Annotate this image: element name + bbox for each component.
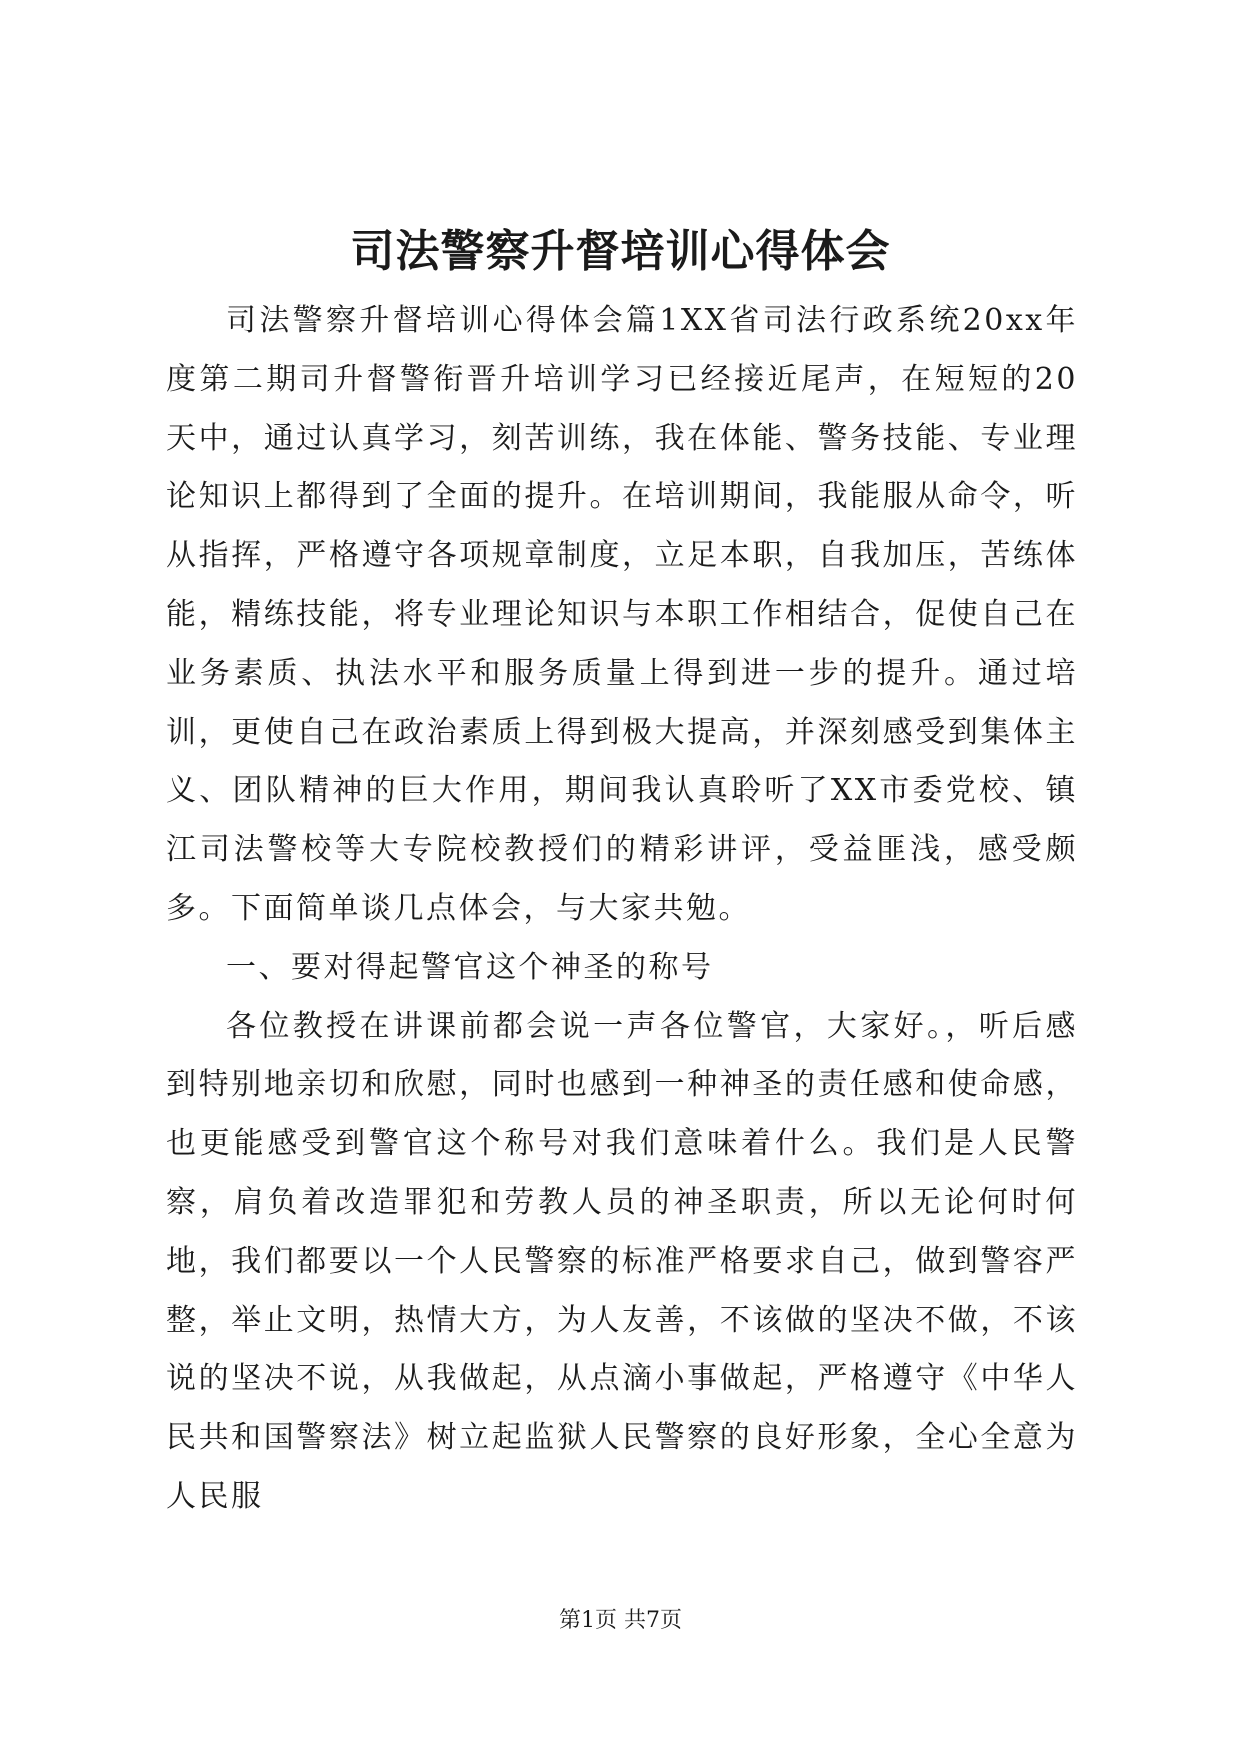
page-number-label: 第1页 共7页	[559, 1608, 682, 1633]
page-footer	[0, 1606, 1241, 1636]
paragraph-intro: 司法警察升督培训心得体会篇1XX省司法行政系统20xx年度第二期司升督警衔晋升培训学习已经接近尾声，在短短的20天中，通过认真学习，刻苦训练，我在体能、警务技能、专业理论知识上都得到了全面的提升。在培训期间，我能服从命令，听从指挥，严格遵守各项规章制度，立足本职，自我加压，苦练体能，精练技能，将专业理论知识与本职工作相结合，促使自己在业务素质、执法水平和服务质量上得到进一步的提升。通过培训，更使自己在政治素质上得到极大提高，并深刻感受到集体主义、团队精神的巨大作用，期间我认真聆听了XX市委党校、镇江司法警校等大专院校教授们的精彩讲评，受益匪浅，感受颇多。下面简单谈几点体会，与大家共勉。	[166, 303, 1078, 926]
paragraph-section-1: 各位教授在讲课前都会说一声各位警官，大家好。，听后感到特别地亲切和欣慰，同时也感到一种神圣的责任感和使命感，也更能感受到警官这个称号对我们意味着什么。我们是人民警察，肩负着改造罪犯和劳教人员的神圣职责，所以无论何时何地，我们都要以一个人民警察的标准严格要求自己，做到警容严整，举止文明，热情大方，为人友善，不该做的坚决不做，不该说的坚决不说，从我做起，从点滴小事做起，严格遵守《中华人民共和国警察法》树立起监狱人民警察的良好形象，全心全意为人民服	[166, 1008, 1078, 1514]
section-heading-1: 一、要对得起警官这个神圣的称号	[226, 949, 714, 985]
document-body	[166, 292, 1078, 1527]
document-title: 司法警察升督培训心得体会	[350, 226, 891, 277]
